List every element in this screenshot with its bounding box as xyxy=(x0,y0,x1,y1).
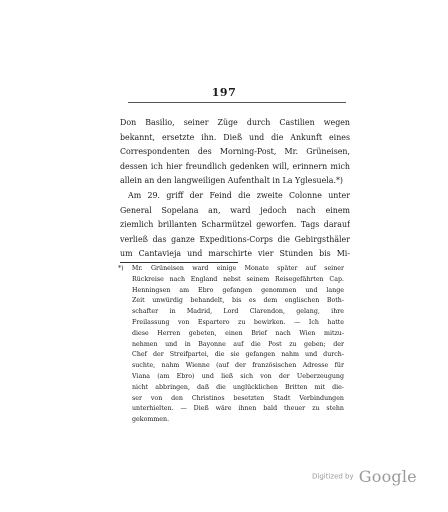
footnote-line: unterhielten. — Dieß wäre ihnen bald theuer zu stehn xyxy=(132,405,344,413)
footnote-line: Viana (am Ebro) und ließ sich von der Ueberzeugung xyxy=(132,372,344,380)
body-line: verließ das ganze Expeditions-Corps die Gebirgsthäler xyxy=(120,234,350,244)
body-line: um Cantavieja und marschirte vier Stunden bis Mi- xyxy=(120,249,350,259)
footnote-line: Freilassung von Espartero zu bewirken. — Ich hatte xyxy=(132,318,344,326)
footnote-line: diese Herren gebeten, einen Brief nach Wien mitzu- xyxy=(132,329,344,337)
body-line: Don Basilio, seiner Züge durch Castilien wegen xyxy=(120,118,350,127)
page-number: 197 xyxy=(211,86,237,99)
footnote xyxy=(118,264,344,426)
body-line: Am 29. griff der Feind die zweite Colonne unter xyxy=(128,190,350,200)
body-line: ziemlich brillanten Scharmützel geworfen. Tags darauf xyxy=(120,220,350,230)
body-line: Correspondenten des Morning-Post, Mr. Grüneisen, xyxy=(120,147,350,157)
footnote-rule xyxy=(120,262,238,263)
footnote-line: nicht abbringen, daß die unglücklichen Britten mit die- xyxy=(132,383,344,391)
body-line: dessen ich hier freundlich gedenken will, erinnern mich xyxy=(120,161,350,171)
footnote-line: suchte, nahm Wienne (auf der französischen Adresse für xyxy=(132,362,344,370)
header-rule xyxy=(128,102,346,103)
footnote-line: schafter in Madrid, Lord Clarendon, gelang, ihre xyxy=(132,308,344,316)
body-text xyxy=(120,116,350,262)
footnote-line: nehmen und in Bayonne auf die Post zu geben; der xyxy=(132,340,344,348)
google-logo: Google xyxy=(358,467,417,486)
digitized-by-google-watermark xyxy=(312,466,422,488)
footnote-line: *) Mr. Grüneisen ward einige Monate später auf seiner xyxy=(118,265,344,272)
footnote-line: Henningsen am Ebro gefangen genommen und lange xyxy=(132,286,344,294)
body-line: bekannt, ersetzte ihn. Dieß und die Ankunft eines xyxy=(120,132,350,142)
footnote-line: Rückreise nach England nebst seinem Reisegefährten Cap. xyxy=(132,275,344,283)
footnote-line: Zeit unwürdig behandelt, bis es dem englischen Both- xyxy=(132,297,344,305)
watermark-prefix: Digitized by xyxy=(312,472,354,481)
footnote-line: Chef der Streifpartei, die sie gefangen nahm und durch- xyxy=(132,351,344,359)
body-line: allein an den langweiligen Aufenthalt in La Yglesuela.*) xyxy=(120,176,343,186)
footnote-line: ser von den Christinos besetzten Stadt Verbindungen xyxy=(132,394,344,402)
footnote-line: gekommen. xyxy=(132,416,170,424)
body-line: General Sopelana an, ward jedoch nach einem xyxy=(120,205,350,215)
